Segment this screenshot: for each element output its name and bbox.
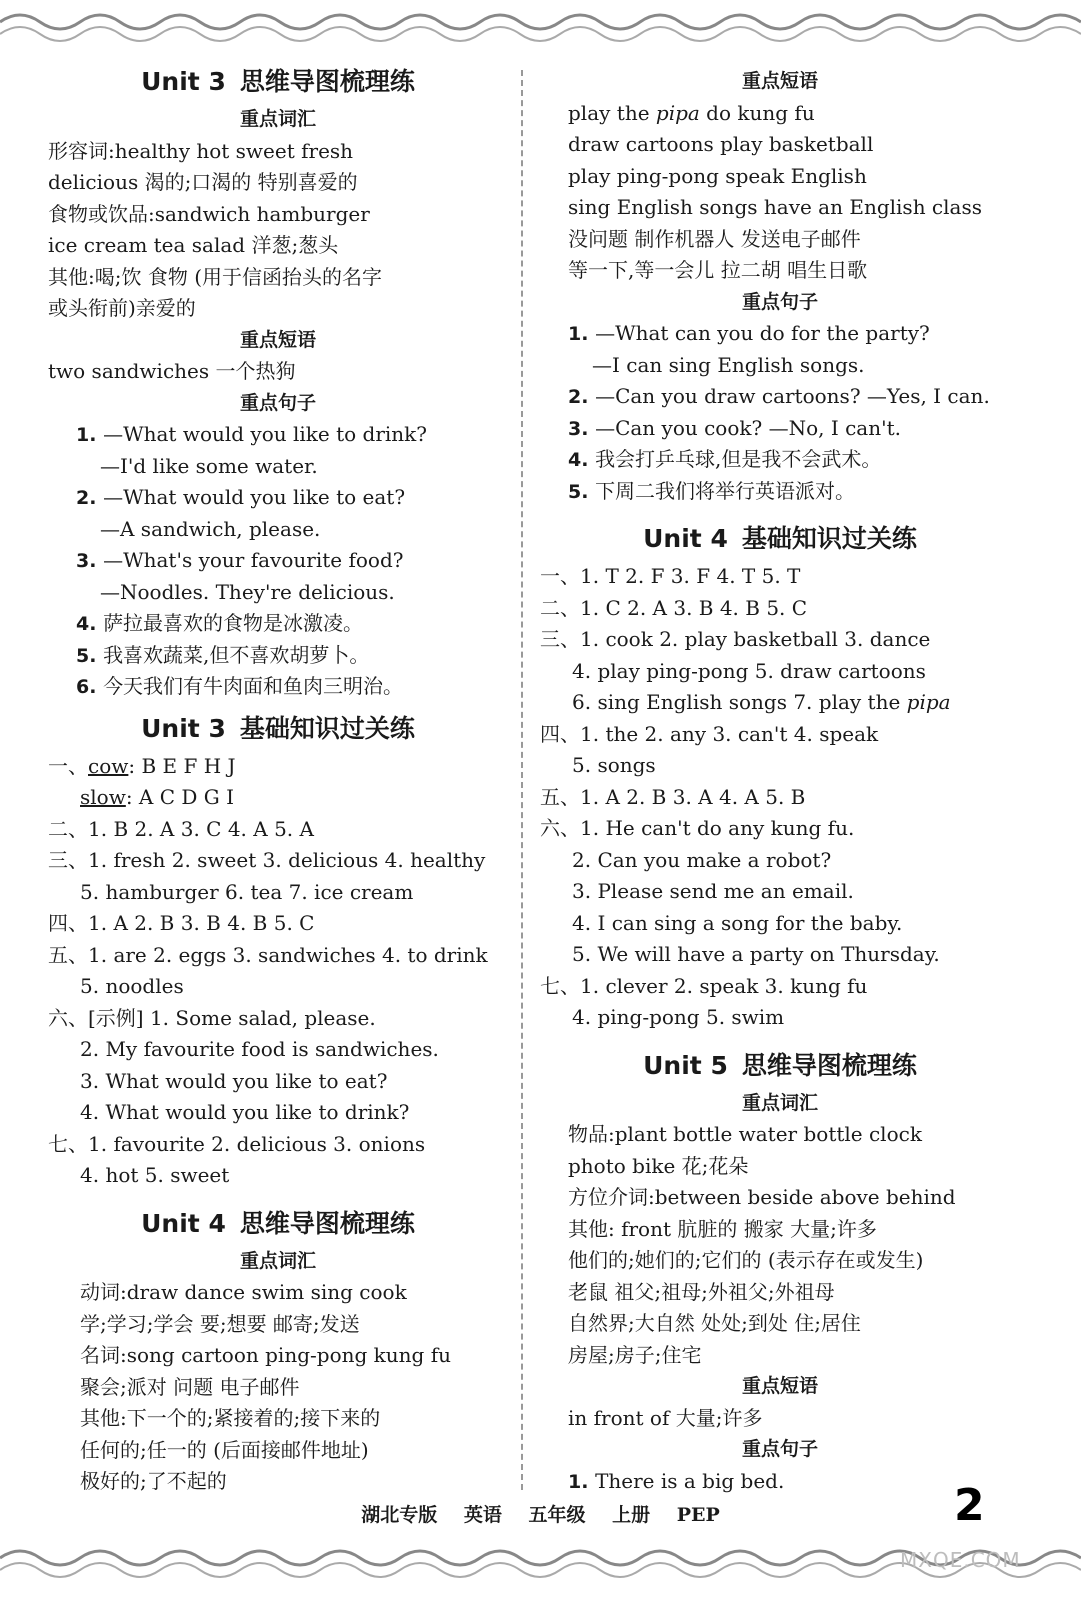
- unit4-phrase-line: 没问题 制作机器人 发送电子邮件: [568, 226, 861, 251]
- unit4-phrase-line: sing English songs have an English class: [568, 195, 982, 219]
- footer-edition: PEP: [676, 1504, 720, 1526]
- answer-line: 4. I can sing a song for the baby.: [572, 910, 903, 935]
- answer-line: 三、1. cook 2. play basketball 3. dance: [540, 627, 931, 651]
- unit5-phrase-line: in front of 大量;许多: [568, 1405, 763, 1430]
- unit3-basic-title: Unit 3 基础知识过关练: [141, 713, 415, 743]
- unit4-phrase-line: play the pipa do kung fu: [568, 100, 815, 125]
- page-footer: [0, 1500, 1081, 1527]
- unit3-sentence: 4. 萨拉最喜欢的食物是冰激凌。: [76, 611, 364, 635]
- unit4-phrase-line: 等一下,等一会儿 拉二胡 唱生日歌: [568, 258, 868, 282]
- unit5-vocab-line: photo bike 花;花朵: [568, 1153, 749, 1178]
- unit4-vocab-line: 聚会;派对 问题 电子邮件: [80, 1374, 300, 1399]
- answer-line: 4. play ping-pong 5. draw cartoons: [572, 658, 926, 683]
- answer-line: 四、1. A 2. B 3. B 4. B 5. C: [48, 911, 315, 935]
- answer-line: slow: A C D G I: [80, 785, 235, 809]
- unit4-basic-title: Unit 4 基础知识过关练: [643, 524, 917, 553]
- unit4-vocab-line: 名词:song cartoon ping-pong kung fu: [80, 1343, 451, 1367]
- answer-line: 2. My favourite food is sandwiches.: [80, 1037, 439, 1061]
- answer-line: 二、1. C 2. A 3. B 4. B 5. C: [540, 595, 808, 620]
- unit4-sentence: 4. 我会打乒乓球,但是我不会武术。: [568, 447, 882, 471]
- unit4-vocab-line: 动词:draw dance swim sing cook: [80, 1280, 407, 1304]
- unit4-sentence: 5. 下周二我们将举行英语派对。: [568, 478, 856, 503]
- unit3-sentence: 3. —What's your favourite food?: [76, 548, 404, 572]
- unit5-vocab-heading: 重点词汇: [741, 1091, 818, 1114]
- unit3-sentence: 5. 我喜欢蔬菜,但不喜欢胡萝卜。: [76, 642, 370, 667]
- answer-line: 六、1. He can't do any kung fu.: [540, 816, 855, 840]
- answer-line: 5. hamburger 6. tea 7. ice cream: [80, 879, 414, 904]
- unit3-sentence: —Noodles. They're delicious.: [100, 579, 395, 604]
- unit4-vocab-line: 其他:下一个的;紧接着的;接下来的: [80, 1406, 381, 1430]
- answer-line: 五、1. are 2. eggs 3. sandwiches 4. to drink: [48, 942, 488, 967]
- unit5-vocab-line: 方位介词:between beside above behind: [568, 1185, 956, 1209]
- left-column: [48, 60, 508, 1498]
- unit3-sentence-heading: 重点句子: [239, 391, 316, 414]
- unit4-sentence-heading: 重点句子: [741, 290, 818, 313]
- answer-line: 二、1. B 2. A 3. C 4. A 5. A: [48, 816, 314, 841]
- unit3-sentence: 2. —What would you like to eat?: [76, 485, 406, 509]
- unit5-sentence: 1. There is a big bed.: [568, 1468, 785, 1493]
- answer-line: 三、1. fresh 2. sweet 3. delicious 4. healthy: [48, 848, 486, 872]
- unit3-sentence: 1. —What would you like to drink?: [76, 422, 428, 446]
- answer-line: 五、1. A 2. B 3. A 4. A 5. B: [540, 784, 806, 809]
- unit3-sentence: 6. 今天我们有牛肉面和鱼肉三明治。: [76, 674, 404, 698]
- unit4-vocab-line: 学;学习;学会 要;想要 邮寄;发送: [80, 1311, 360, 1336]
- unit5-vocab-line: 房屋;房子;住宅: [568, 1342, 702, 1367]
- unit5-phrase-heading: 重点短语: [741, 1375, 818, 1397]
- right-column: [540, 60, 1020, 1497]
- answer-line: 七、1. favourite 2. delicious 3. onions: [48, 1131, 426, 1156]
- unit5-vocab-line: 老鼠 祖父;祖母;外祖父;外祖母: [568, 1279, 835, 1304]
- answer-line: 4. What would you like to drink?: [80, 1100, 410, 1124]
- watermark: MXQE.COM: [900, 1548, 1021, 1572]
- unit3-phrase-line: two sandwiches 一个热狗: [48, 359, 296, 383]
- column-divider: [521, 70, 523, 1490]
- unit3-phrase-heading: 重点短语: [239, 328, 316, 351]
- unit4-vocab-line: 任何的;任一的 (后面接邮件地址): [80, 1437, 369, 1462]
- answer-line: 四、1. the 2. any 3. can't 4. speak: [540, 721, 879, 746]
- unit3-vocab-line: 形容词:healthy hot sweet fresh: [48, 138, 354, 163]
- unit4-sentence: 1. —What can you do for the party?: [568, 321, 930, 345]
- unit3-mind-title: Unit 3 思维导图梳理练: [141, 67, 415, 96]
- footer-grade: 五年级: [528, 1504, 586, 1526]
- unit4-phrase-line: play ping-pong speak English: [568, 163, 867, 188]
- answer-line: 6. sing English songs 7. play the pipa: [572, 690, 951, 714]
- unit3-vocab-line: 其他:喝;饮 食物 (用于信函抬头的名字: [48, 264, 382, 289]
- unit4-vocab-heading: 重点词汇: [239, 1249, 316, 1272]
- unit5-vocab-line: 物品:plant bottle water bottle clock: [568, 1122, 922, 1146]
- unit4-sentence: 3. —Can you cook? —No, I can't.: [568, 415, 901, 440]
- unit5-vocab-line: 自然界;大自然 处处;到处 住;居住: [568, 1311, 861, 1335]
- answer-line: 2. Can you make a robot?: [572, 847, 832, 872]
- answer-line: 5. We will have a party on Thursday.: [572, 942, 940, 966]
- footer-subject: 英语: [463, 1504, 502, 1526]
- unit4-phrase-heading: 重点短语: [741, 70, 818, 92]
- answer-line: 5. songs: [572, 753, 656, 777]
- unit4-phrase-line: draw cartoons play basketball: [568, 132, 874, 156]
- unit5-vocab-line: 他们的;她们的;它们的 (表示存在或发生): [568, 1248, 924, 1272]
- top-wave-border: [0, 0, 1081, 50]
- answer-line: 3. Please send me an email.: [572, 879, 854, 903]
- unit3-vocab-line: 食物或饮品:sandwich hamburger: [48, 201, 370, 226]
- answer-line: 5. noodles: [80, 974, 184, 998]
- unit5-sentence-heading: 重点句子: [741, 1438, 818, 1460]
- unit5-vocab-line: 其他: front 肮脏的 搬家 大量;许多: [568, 1216, 877, 1241]
- unit4-vocab-line: 极好的;了不起的: [80, 1469, 227, 1493]
- unit4-mind-title: Unit 4 思维导图梳理练: [141, 1208, 415, 1238]
- footer-term: 上册: [612, 1504, 651, 1526]
- answer-line: 3. What would you like to eat?: [80, 1068, 388, 1093]
- answer-line: 一、cow: B E F H J: [48, 753, 236, 778]
- unit3-vocab-line: 或头衔前)亲爱的: [48, 296, 196, 320]
- unit5-mind-title: Unit 5 思维导图梳理练: [643, 1050, 917, 1080]
- page-number: 2: [954, 1480, 985, 1531]
- answer-line: 六、[示例] 1. Some salad, please.: [48, 1005, 376, 1030]
- unit3-vocab-line: ice cream tea salad 洋葱;葱头: [48, 233, 339, 257]
- unit3-vocab-heading: 重点词汇: [239, 108, 316, 130]
- unit3-vocab-line: delicious 渴的;口渴的 特别喜爱的: [48, 170, 358, 194]
- answer-line: 七、1. clever 2. speak 3. kung fu: [540, 973, 868, 998]
- answer-line: 4. ping-pong 5. swim: [572, 1005, 785, 1029]
- answer-line: 4. hot 5. sweet: [80, 1163, 230, 1187]
- unit4-sentence: 2. —Can you draw cartoons? —Yes, I can.: [568, 384, 990, 408]
- unit3-sentence: —I'd like some water.: [100, 453, 318, 478]
- footer-region: 湖北专版: [361, 1504, 438, 1526]
- answer-line: 一、1. T 2. F 3. F 4. T 5. T: [540, 564, 801, 588]
- unit4-sentence: —I can sing English songs.: [592, 352, 865, 377]
- unit3-sentence: —A sandwich, please.: [100, 516, 321, 541]
